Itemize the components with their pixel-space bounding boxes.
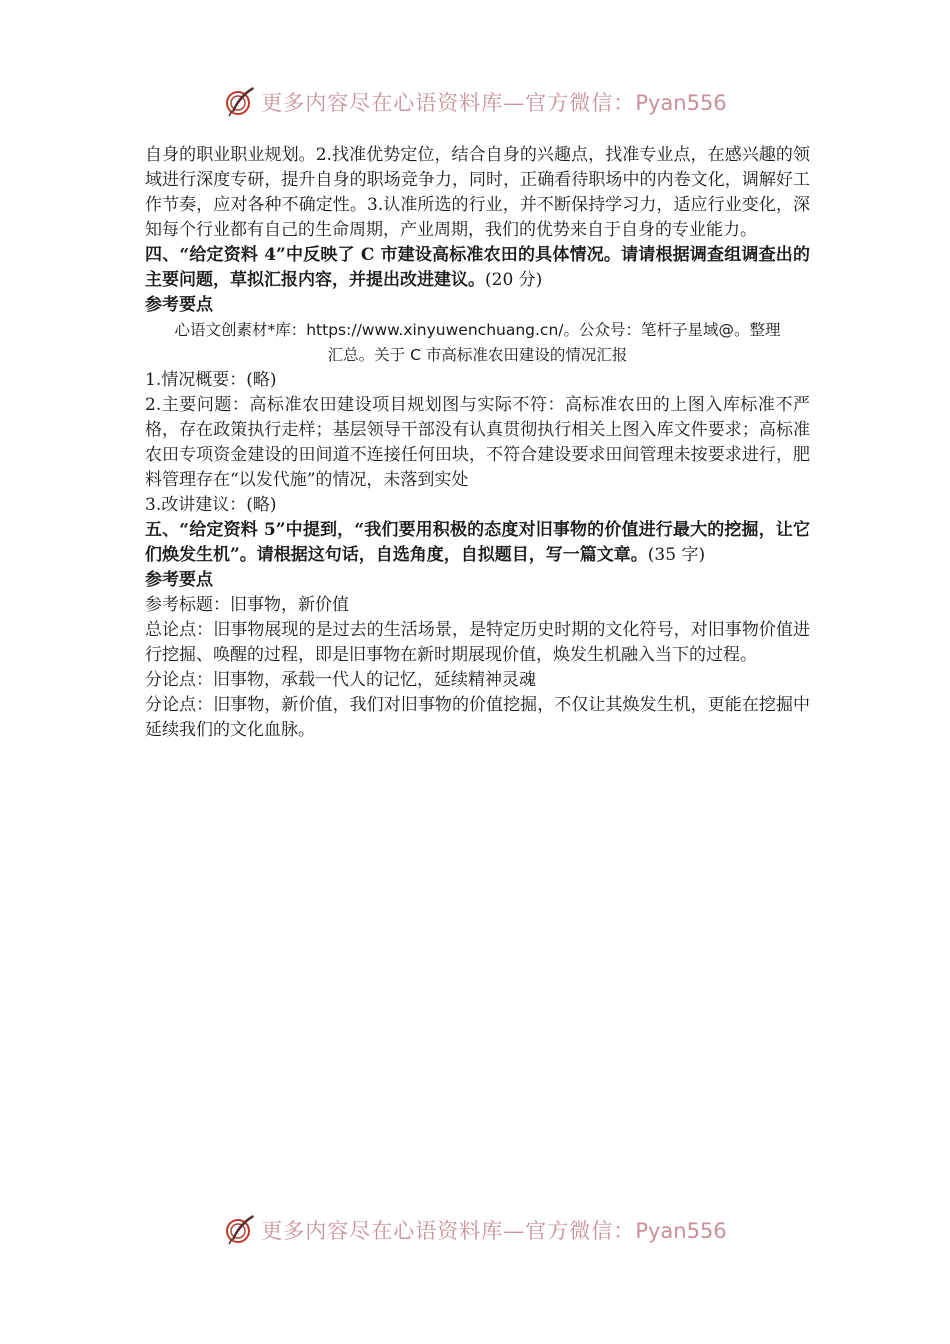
quill-pen-logo-icon (223, 85, 257, 119)
question-4-title: 四、“给定资料 4”中反映了 C 市建设高标准农田的具体情况。请请根据调查组调查出的主要问题，草拟汇报内容，并提出改进建议。 (145, 245, 810, 290)
sub-argument-2: 分论点：旧事物，新价值，我们对旧事物的价值挖掘，不仅让其焕发生机，更能在挖掘中延续我们的文化血脉。 (145, 695, 810, 740)
header-banner (0, 82, 950, 122)
question-4 (145, 243, 810, 293)
reference-label-4: 参考要点 (145, 295, 213, 315)
question-5 (145, 518, 810, 568)
wechat-id: Pyan556 (635, 91, 727, 115)
quill-pen-logo-icon (223, 1213, 257, 1247)
question-4-points: (20 分) (485, 270, 543, 290)
wechat-id: Pyan556 (635, 1219, 727, 1243)
reference-title: 参考标题：旧事物，新价值 (145, 595, 349, 615)
footer-banner (0, 1210, 950, 1250)
reference-label-5: 参考要点 (145, 570, 213, 590)
document-body (145, 143, 810, 743)
header-banner-text: 更多内容尽在心语资料库—官方微信：Pyan556 (261, 91, 727, 115)
report-title: 汇总。关于 C 市高标准农田建设的情况汇报 (327, 346, 628, 364)
footer-banner-text: 更多内容尽在心语资料库—官方微信：Pyan556 (261, 1219, 727, 1243)
sub-argument-1: 分论点：旧事物，承载一代人的记忆，延续精神灵魂 (145, 670, 536, 690)
item-suggestions: 3.改讲建议：(略) (145, 495, 277, 515)
item-main-problems: 2.主要问题：高标准农田建设项目规划图与实际不符：高标准农田的上图入库标准不严格，存在政策执行走样；基层领导干部没有认真贯彻执行相关上图入库文件要求；高标准农田专项资金建设的田间道不连接任何田块，不符合建设要求田间管理未按要求进行，肥料管理存在“以发代施”的情况，未落到实处 (145, 395, 810, 490)
question-5-title: 五、“给定资料 5”中提到，“我们要用积极的态度对旧事物的价值进行最大的挖掘，让它们焕发生机”。请根据这句话，自选角度，自拟题目，写一篇文章。 (145, 520, 810, 565)
paragraph-career-advice: 自身的职业职业规划。2.找准优势定位，结合自身的兴趣点，找准专业点，在感兴趣的领域进行深度专研，提升自身的职场竞争力，同时，正确看待职场中的内卷文化，调解好工作节奏，应对各种不确定性。3.认准所选的行业，并不断保持学习力，适应行业变化，深知每个行业都有自己的生命周期，产业周期，我们的优势来自于自身的专业能力。 (145, 145, 810, 240)
item-overview: 1.情况概要：(略) (145, 370, 277, 390)
thesis: 总论点：旧事物展现的是过去的生活场景，是特定历史时期的文化符号，对旧事物价值进行挖掘、唤醒的过程，即是旧事物在新时期展现价值，焕发生机融入当下的过程。 (145, 620, 810, 665)
source-line: 心语文创素材*库：https://www.xinyuwenchuang.cn/。公众号：笔杆子星域@。整理 (174, 321, 781, 339)
question-5-points: (35 字) (647, 545, 706, 565)
